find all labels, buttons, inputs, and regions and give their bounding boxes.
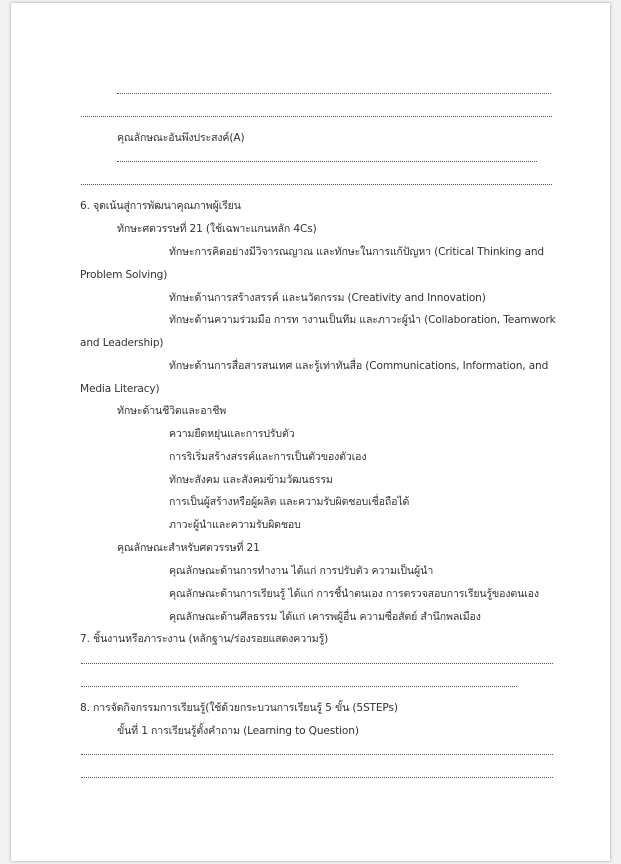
communication-line1: ทักษะด้านการสื่อสารสนเทศ และรู้เท่าทันสื่อ (Communications, Information, and [169,360,549,372]
fill-in-line [81,663,553,664]
step-1-heading: ขั้นที่ 1 การเรียนรู้ตั้งคำถาม (Learning to Question) [117,725,359,737]
fill-in-line [81,777,553,778]
creativity-item: ทักษะด้านการสร้างสรรค์ และนวัตกรรม (Creativity and Innovation) [169,292,486,304]
traits-21-heading: คุณลักษณะสำหรับศตวรรษที่ 21 [117,542,260,554]
social-skills-item: ทักษะสังคม และสังคมข้ามวัฒนธรรม [169,474,333,486]
trait-work-item: คุณลักษณะด้านการทำงาน ได้แก่ การปรับตัว ความเป็นผู้นำ [169,565,434,577]
fill-in-line [117,93,551,94]
fill-in-line [81,686,517,687]
document-page [11,3,610,861]
fill-in-line [81,754,553,755]
section-7-heading: 7. ชิ้นงานหรือภาระงาน (หลักฐาน/ร่องรอยแสดงความรู้) [80,633,329,645]
communication-line2: Media Literacy) [80,383,160,395]
collaboration-line2: and Leadership) [80,337,164,349]
flexibility-item: ความยืดหยุ่นและการปรับตัว [169,428,295,440]
initiative-item: การริเริ่มสร้างสรรค์และการเป็นตัวของตัวเอง [169,451,367,463]
trait-moral-item: คุณลักษณะด้านศีลธรรม ได้แก่ เคารพผู้อื่น ความซื่อสัตย์ สำนึกพลเมือง [169,611,481,623]
leadership-item: ภาวะผู้นำและความรับผิดชอบ [169,519,301,531]
productivity-item: การเป็นผู้สร้างหรือผู้ผลิต และความรับผิดชอบเชื่อถือได้ [169,496,410,508]
section-6-heading: 6. จุดเน้นสู่การพัฒนาคุณภาพผู้เรียน [80,200,241,212]
collaboration-line1: ทักษะด้านความร่วมมือ การท างานเป็นทีม และภาวะผู้นำ (Collaboration, Teamwork [169,314,556,326]
fill-in-line [117,161,537,162]
life-career-heading: ทักษะด้านชีวิตและอาชีพ [117,405,227,417]
skills-21-heading: ทักษะศตวรรษที่ 21 (ใช้เฉพาะแกนหลัก 4Cs) [117,223,317,235]
critical-thinking-line2: Problem Solving) [80,269,168,281]
section-8-heading: 8. การจัดกิจกรรมการเรียนรู้(ใช้ด้วยกระบวนการเรียนรู้ 5 ขั้น (5STEPs) [80,702,398,714]
fill-in-line [81,184,552,185]
fill-in-line [81,116,552,117]
trait-learning-item: คุณลักษณะด้านการเรียนรู้ ได้แก่ การชี้นำตนเอง การตรวจสอบการเรียนรู้ของตนเอง [169,588,539,600]
desirable-traits-label: คุณลักษณะอันพึงประสงค์(A) [117,132,245,144]
critical-thinking-line1: ทักษะการคิดอย่างมีวิจารณญาณ และทักษะในการแก้ปัญหา (Critical Thinking and [169,246,545,258]
